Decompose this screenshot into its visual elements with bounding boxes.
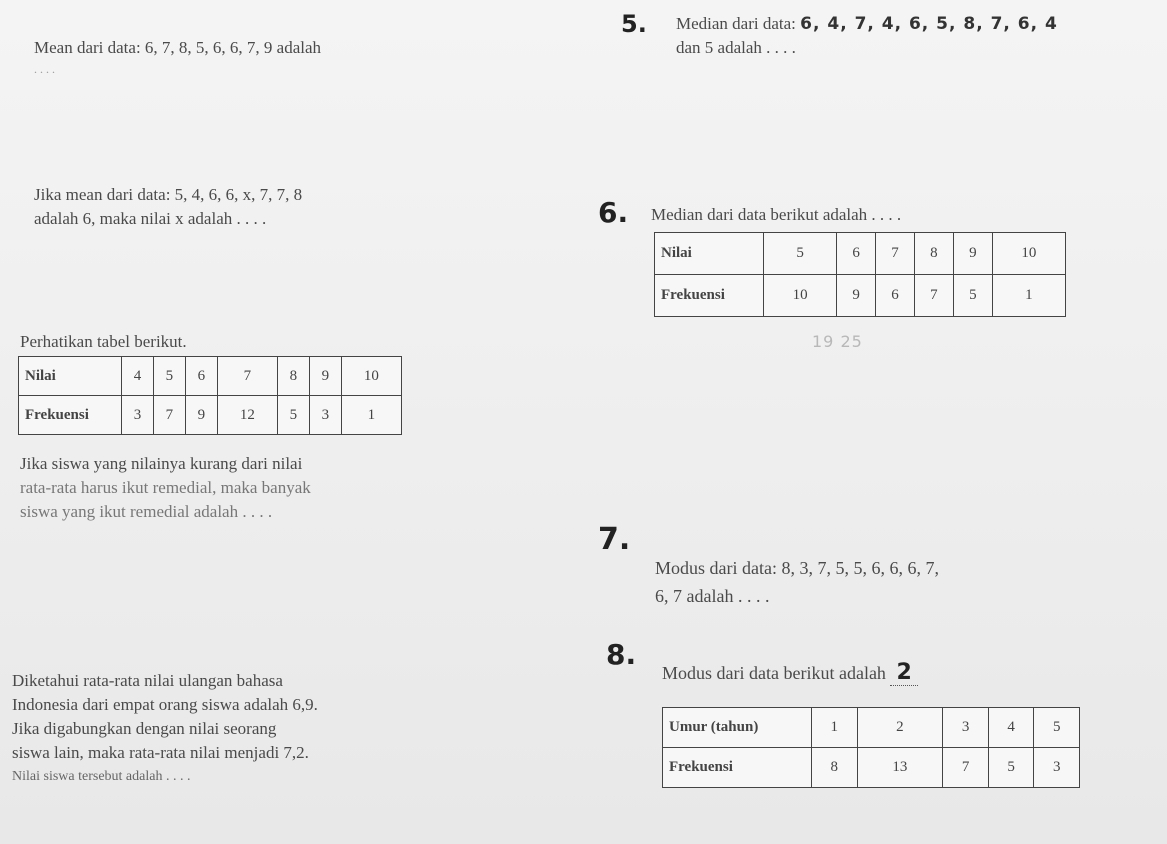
table-cell: 1 xyxy=(341,396,401,435)
question-remedial xyxy=(20,452,311,524)
question-median-table: Median dari data berikut adalah . . . . xyxy=(651,205,902,224)
table-cell: 6 xyxy=(876,275,915,317)
table-cell: 3 xyxy=(943,708,989,748)
question-mean xyxy=(34,36,321,78)
table-cell: 9 xyxy=(953,233,992,275)
table-cell: 10 xyxy=(992,233,1065,275)
question-number-5: 5. xyxy=(621,10,647,38)
handwritten-answer: 2 xyxy=(890,660,917,686)
table-cell: 8 xyxy=(914,233,953,275)
question-find-x-line1: Jika mean dari data: 5, 4, 6, 6, x, 7, 7, 8 xyxy=(34,185,303,204)
handwritten-data: 6, 4, 7, 4, 6, 5, 8, 7, 6, 4 xyxy=(800,14,1058,34)
table-header-nilai: Nilai xyxy=(655,233,764,275)
table-cell: 4 xyxy=(122,357,154,396)
table-cell: 7 xyxy=(153,396,185,435)
table-cell: 5 xyxy=(988,748,1034,788)
table-cell: 8 xyxy=(277,357,309,396)
question-mode-line1: Modus dari data: 8, 3, 7, 5, 5, 6, 6, 6, 7, xyxy=(655,558,939,578)
table-cell: 7 xyxy=(217,357,277,396)
question-average-line4: siswa lain, maka rata-rata nilai menjadi 7,2. xyxy=(12,743,309,762)
question-median-data xyxy=(676,12,1058,60)
question-find-x-line2: adalah 6, maka nilai x adalah . . . . xyxy=(34,209,267,228)
question-number-8: 8. xyxy=(606,638,637,671)
table-row-frequency xyxy=(655,275,1066,317)
question-average-line2: Indonesia dari empat orang siswa adalah 6,9. xyxy=(12,695,318,714)
table-cell: 3 xyxy=(309,396,341,435)
question-number-7: 7. xyxy=(598,522,631,557)
question-number-6: 6. xyxy=(598,196,629,229)
question-mode-table-text: Modus dari data berikut adalah xyxy=(662,663,886,683)
table-cell: 5 xyxy=(153,357,185,396)
table-cell: 5 xyxy=(1034,708,1080,748)
question-average-line3: Jika digabungkan dengan nilai seorang xyxy=(12,719,277,738)
table-cell: 8 xyxy=(812,748,858,788)
table-cell: 12 xyxy=(217,396,277,435)
table-header-frekuensi: Frekuensi xyxy=(19,396,122,435)
table-cell: 9 xyxy=(185,396,217,435)
table-cell: 9 xyxy=(309,357,341,396)
question-median-line2: dan 5 adalah . . . . xyxy=(676,38,796,57)
question-remedial-line2: rata-rata harus ikut remedial, maka banyak xyxy=(20,478,311,497)
table-row-values xyxy=(19,357,402,396)
table-cell: 7 xyxy=(943,748,989,788)
question-mode-line2: 6, 7 adalah . . . . xyxy=(655,586,770,606)
table-cell: 1 xyxy=(992,275,1065,317)
table-cell: 4 xyxy=(988,708,1034,748)
question-average-line5: Nilai siswa tersebut adalah . . . . xyxy=(12,769,191,784)
table-cell: 9 xyxy=(837,275,876,317)
table-cell: 7 xyxy=(876,233,915,275)
table-cell: 3 xyxy=(122,396,154,435)
table-header-nilai: Nilai xyxy=(19,357,122,396)
table-header-frekuensi: Frekuensi xyxy=(663,748,812,788)
table-cell: 6 xyxy=(837,233,876,275)
table-cell: 10 xyxy=(341,357,401,396)
table-row-values xyxy=(663,708,1080,748)
table-row-values xyxy=(655,233,1066,275)
age-frequency-table xyxy=(662,707,1080,788)
table-cell: 10 xyxy=(764,275,837,317)
score-frequency-table xyxy=(18,356,402,435)
table-cell: 13 xyxy=(857,748,943,788)
question-table-intro: Perhatikan tabel berikut. xyxy=(20,332,187,351)
question-remedial-line1: Jika siswa yang nilainya kurang dari nilai xyxy=(20,454,303,473)
table-row-frequency xyxy=(19,396,402,435)
table-cell: 2 xyxy=(857,708,943,748)
table-cell: 5 xyxy=(277,396,309,435)
table-header-frekuensi: Frekuensi xyxy=(655,275,764,317)
question-average xyxy=(12,669,318,789)
question-remedial-line3: siswa yang ikut remedial adalah . . . . xyxy=(20,502,273,521)
question-mode-data xyxy=(655,554,939,610)
question-average-line1: Diketahui rata-rata nilai ulangan bahasa xyxy=(12,671,283,690)
table-cell: 5 xyxy=(764,233,837,275)
question-find-x xyxy=(34,183,302,231)
question-mode-table xyxy=(662,661,918,685)
table-cell: 3 xyxy=(1034,748,1080,788)
table-cell: 7 xyxy=(914,275,953,317)
table-row-frequency xyxy=(663,748,1080,788)
question-mean-line2: . . . . xyxy=(34,62,55,76)
table-cell: 5 xyxy=(953,275,992,317)
question-mean-line1: Mean dari data: 6, 7, 8, 5, 6, 6, 7, 9 adalah xyxy=(34,38,322,57)
median-frequency-table xyxy=(654,232,1066,317)
question-median-line1: Median dari data: xyxy=(676,14,796,33)
table-cell: 1 xyxy=(812,708,858,748)
table-cell: 6 xyxy=(185,357,217,396)
table-header-umur: Umur (tahun) xyxy=(663,708,812,748)
pencil-scribble: 19 25 xyxy=(812,332,863,351)
